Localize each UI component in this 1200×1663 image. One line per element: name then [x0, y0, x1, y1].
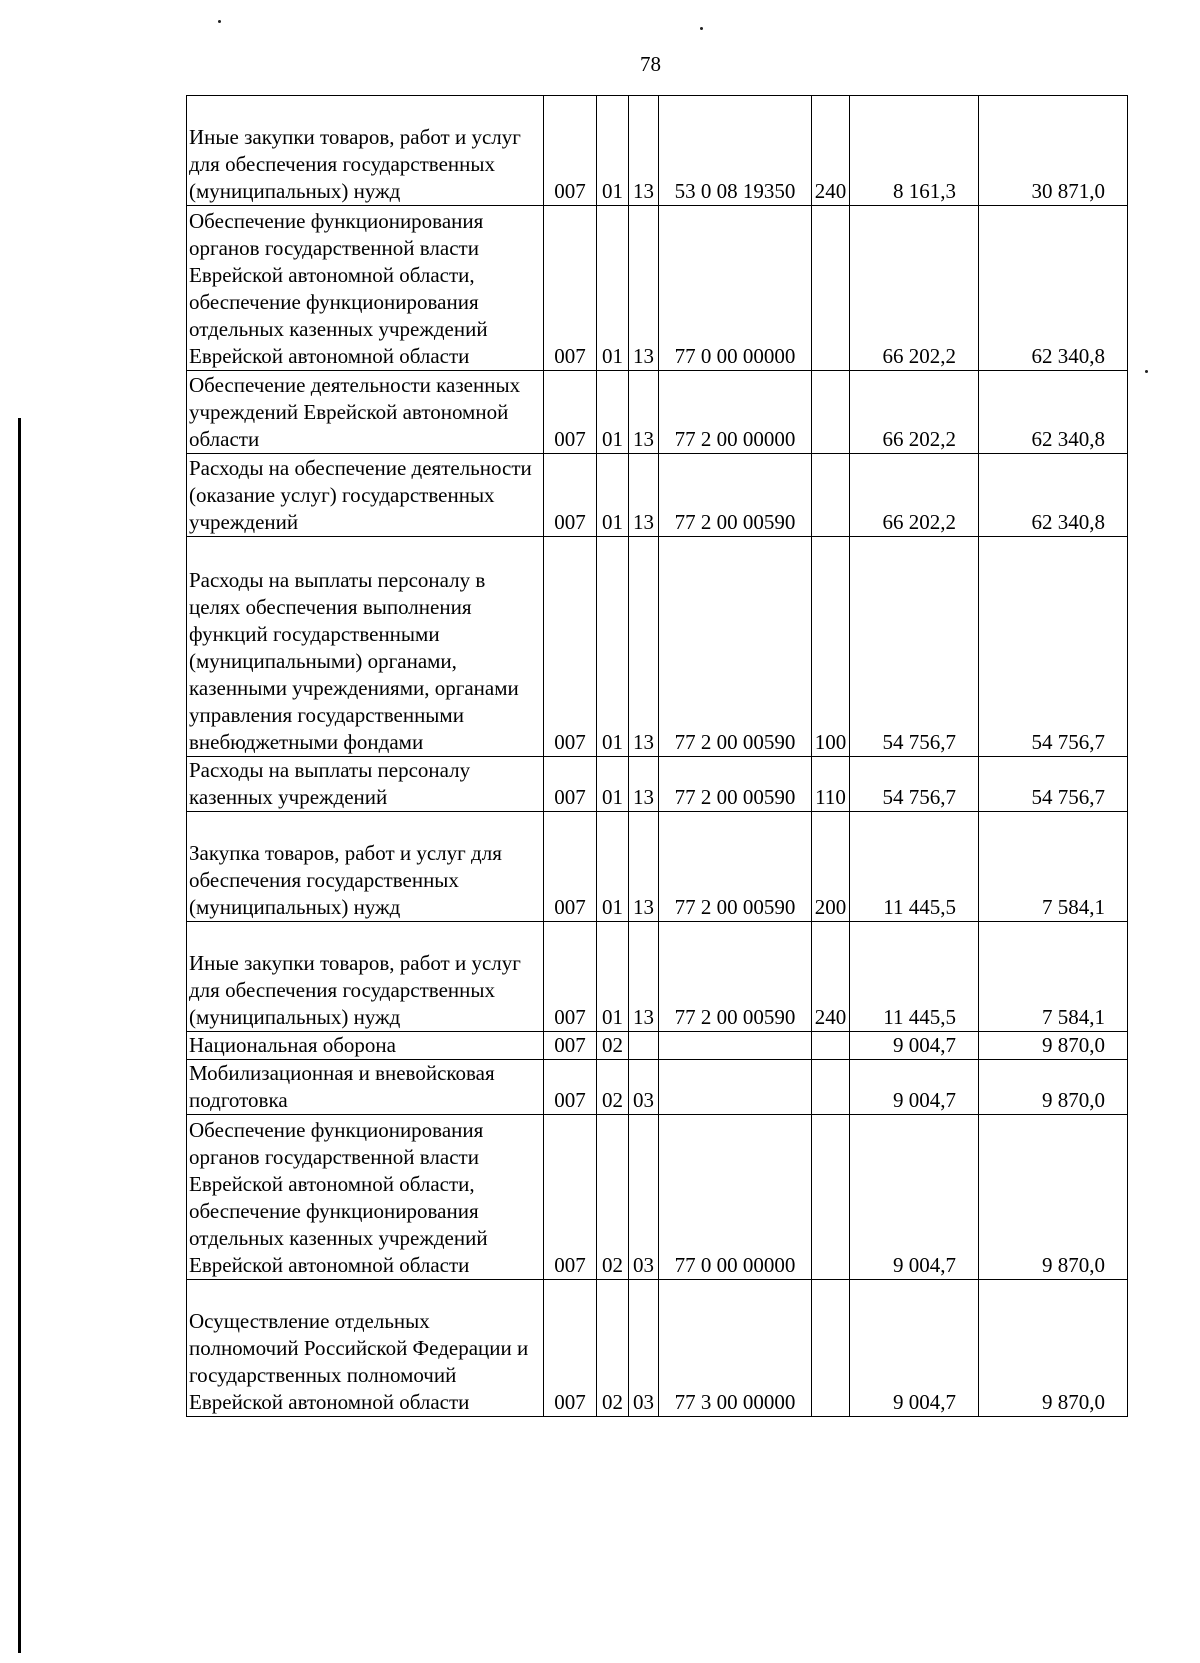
sum-year1-cell: 9 004,7	[850, 1032, 979, 1060]
subsection-code-cell: 03	[629, 1280, 659, 1417]
row-name-cell: Иные закупки товаров, работ и услуг для обеспечения государственных (муниципальных) нужд	[187, 922, 544, 1032]
sum-year2-cell: 9 870,0	[979, 1280, 1128, 1417]
sum-year2-cell: 9 870,0	[979, 1032, 1128, 1060]
target-article-cell	[659, 1032, 812, 1060]
ministry-code-cell: 007	[544, 206, 597, 371]
sum-year1-cell: 9 004,7	[850, 1115, 979, 1280]
subsection-code-cell: 03	[629, 1115, 659, 1280]
target-article-cell: 77 2 00 00000	[659, 371, 812, 454]
subsection-code-cell: 13	[629, 454, 659, 537]
target-article-cell: 77 2 00 00590	[659, 537, 812, 757]
row-name-cell: Расходы на выплаты персоналу казенных учреждений	[187, 757, 544, 812]
sum-year1-cell: 66 202,2	[850, 206, 979, 371]
budget-table	[186, 95, 1128, 1417]
section-code-cell: 01	[597, 371, 629, 454]
ministry-code-cell: 007	[544, 96, 597, 206]
ministry-code-cell: 007	[544, 1280, 597, 1417]
expense-type-cell: 200	[812, 812, 850, 922]
target-article-cell: 77 2 00 00590	[659, 812, 812, 922]
target-article-cell: 77 2 00 00590	[659, 922, 812, 1032]
section-code-cell: 01	[597, 922, 629, 1032]
sum-year2-cell: 7 584,1	[979, 812, 1128, 922]
expense-type-cell	[812, 1280, 850, 1417]
table-row	[187, 206, 1128, 371]
sum-year2-cell: 62 340,8	[979, 206, 1128, 371]
sum-year1-cell: 9 004,7	[850, 1060, 979, 1115]
row-name-cell: Мобилизационная и вневойсковая подготовка	[187, 1060, 544, 1115]
ministry-code-cell: 007	[544, 812, 597, 922]
row-name-cell: Обеспечение функционирования органов государственной власти Еврейской автономной области, обеспечение функционирования отдельных казенных учреждений Еврейской автономной области	[187, 206, 544, 371]
target-article-cell: 77 3 00 00000	[659, 1280, 812, 1417]
sum-year1-cell: 11 445,5	[850, 812, 979, 922]
section-code-cell: 01	[597, 812, 629, 922]
section-code-cell: 02	[597, 1032, 629, 1060]
ministry-code-cell: 007	[544, 757, 597, 812]
table-row	[187, 96, 1128, 206]
row-name-cell: Закупка товаров, работ и услуг для обеспечения государственных (муниципальных) нужд	[187, 812, 544, 922]
sum-year1-cell: 66 202,2	[850, 454, 979, 537]
sum-year2-cell: 54 756,7	[979, 757, 1128, 812]
target-article-cell: 77 0 00 00000	[659, 1115, 812, 1280]
section-code-cell: 01	[597, 454, 629, 537]
row-name-cell: Расходы на выплаты персоналу в целях обеспечения выполнения функций государственными (муниципальными) органами, казенными учреждениями, органами управления государственными внебюджетными фондами	[187, 537, 544, 757]
target-article-cell: 77 2 00 00590	[659, 757, 812, 812]
ministry-code-cell: 007	[544, 537, 597, 757]
subsection-code-cell: 03	[629, 1060, 659, 1115]
row-name-cell: Обеспечение функционирования органов государственной власти Еврейской автономной области, обеспечение функционирования отдельных казенных учреждений Еврейской автономной области	[187, 1115, 544, 1280]
expense-type-cell	[812, 371, 850, 454]
subsection-code-cell: 13	[629, 757, 659, 812]
target-article-cell: 53 0 08 19350	[659, 96, 812, 206]
row-name-cell: Расходы на обеспечение деятельности (оказание услуг) государственных учреждений	[187, 454, 544, 537]
subsection-code-cell: 13	[629, 96, 659, 206]
sum-year1-cell: 8 161,3	[850, 96, 979, 206]
sum-year1-cell: 11 445,5	[850, 922, 979, 1032]
sum-year2-cell: 30 871,0	[979, 96, 1128, 206]
expense-type-cell	[812, 1032, 850, 1060]
row-name-cell: Иные закупки товаров, работ и услуг для обеспечения государственных (муниципальных) нужд	[187, 96, 544, 206]
scan-speck	[218, 20, 221, 23]
expense-type-cell: 240	[812, 922, 850, 1032]
section-code-cell: 02	[597, 1115, 629, 1280]
page-number: 78	[640, 52, 661, 76]
ministry-code-cell: 007	[544, 1060, 597, 1115]
section-code-cell: 01	[597, 206, 629, 371]
row-name-cell: Национальная оборона	[187, 1032, 544, 1060]
expense-type-cell: 100	[812, 537, 850, 757]
row-name-cell: Обеспечение деятельности казенных учреждений Еврейской автономной области	[187, 371, 544, 454]
ministry-code-cell: 007	[544, 371, 597, 454]
table-row	[187, 537, 1128, 757]
expense-type-cell: 110	[812, 757, 850, 812]
ministry-code-cell: 007	[544, 922, 597, 1032]
table-row	[187, 757, 1128, 812]
table-row	[187, 922, 1128, 1032]
subsection-code-cell: 13	[629, 922, 659, 1032]
subsection-code-cell: 13	[629, 537, 659, 757]
section-code-cell: 01	[597, 757, 629, 812]
table-row	[187, 812, 1128, 922]
expense-type-cell	[812, 454, 850, 537]
expense-type-cell: 240	[812, 96, 850, 206]
subsection-code-cell	[629, 1032, 659, 1060]
scan-edge-line	[18, 418, 21, 1653]
table-row	[187, 1032, 1128, 1060]
table-row	[187, 1115, 1128, 1280]
sum-year1-cell: 66 202,2	[850, 371, 979, 454]
expense-type-cell	[812, 1115, 850, 1280]
sum-year1-cell: 9 004,7	[850, 1280, 979, 1417]
ministry-code-cell: 007	[544, 1115, 597, 1280]
sum-year1-cell: 54 756,7	[850, 757, 979, 812]
target-article-cell: 77 2 00 00590	[659, 454, 812, 537]
sum-year1-cell: 54 756,7	[850, 537, 979, 757]
scan-speck	[700, 27, 703, 30]
scan-speck	[1145, 370, 1148, 373]
sum-year2-cell: 62 340,8	[979, 454, 1128, 537]
expense-type-cell	[812, 1060, 850, 1115]
table-row	[187, 1280, 1128, 1417]
section-code-cell: 02	[597, 1280, 629, 1417]
subsection-code-cell: 13	[629, 812, 659, 922]
sum-year2-cell: 7 584,1	[979, 922, 1128, 1032]
section-code-cell: 01	[597, 537, 629, 757]
subsection-code-cell: 13	[629, 206, 659, 371]
sum-year2-cell: 62 340,8	[979, 371, 1128, 454]
ministry-code-cell: 007	[544, 454, 597, 537]
sum-year2-cell: 9 870,0	[979, 1115, 1128, 1280]
target-article-cell	[659, 1060, 812, 1115]
row-name-cell: Осуществление отдельных полномочий Российской Федерации и государственных полномочий Еврейской автономной области	[187, 1280, 544, 1417]
sum-year2-cell: 9 870,0	[979, 1060, 1128, 1115]
target-article-cell: 77 0 00 00000	[659, 206, 812, 371]
expense-type-cell	[812, 206, 850, 371]
table-row	[187, 454, 1128, 537]
section-code-cell: 02	[597, 1060, 629, 1115]
table-row	[187, 371, 1128, 454]
section-code-cell: 01	[597, 96, 629, 206]
table-row	[187, 1060, 1128, 1115]
ministry-code-cell: 007	[544, 1032, 597, 1060]
sum-year2-cell: 54 756,7	[979, 537, 1128, 757]
subsection-code-cell: 13	[629, 371, 659, 454]
